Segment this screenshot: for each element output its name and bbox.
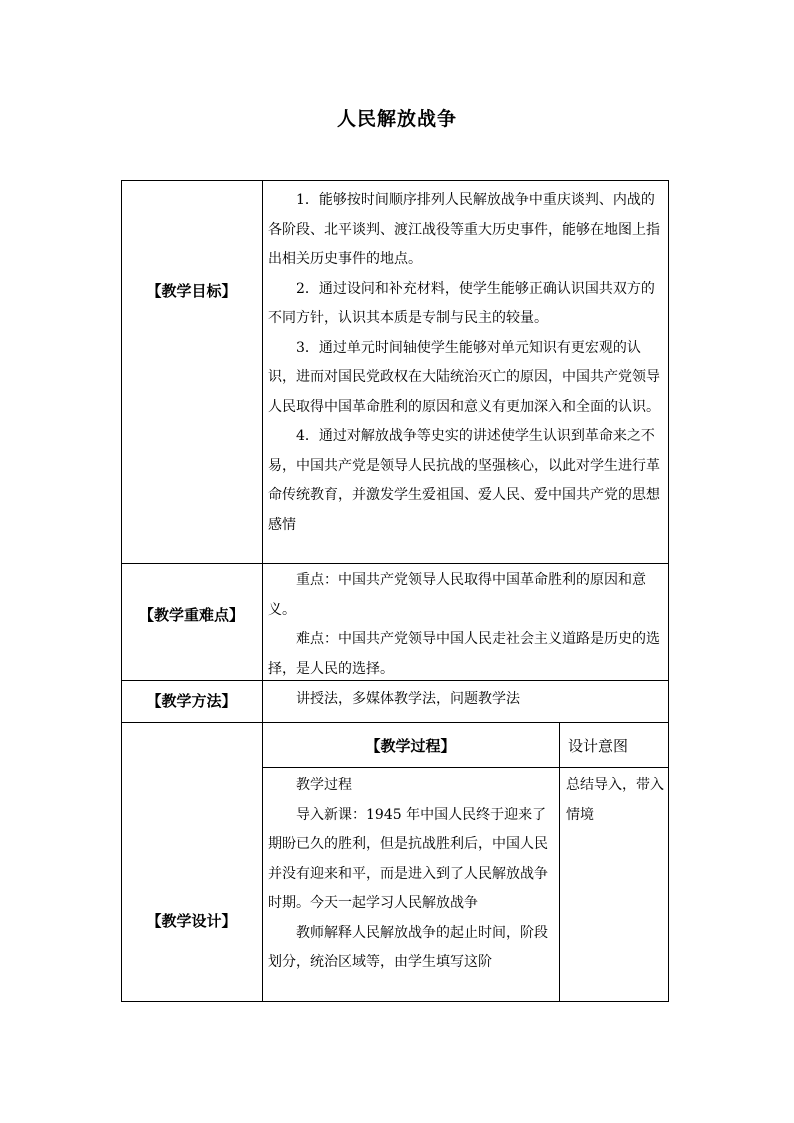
objective-item: 1．能够按时间顺序排列人民解放战争中重庆谈判、内战的各阶段、北平谈判、渡江战役等重大历史事件，能够在地图上指出相关历史事件的地点。 bbox=[268, 192, 660, 267]
column-divider bbox=[262, 180, 263, 1002]
table-border-left bbox=[121, 180, 122, 1002]
objective-item: 4．通过对解放战争等史实的讲述使学生认识到革命来之不易，中国共产党是领导人民抗战的坚强核心，以此对学生进行革命传统教育，并激发学生爱祖国、爱人民、爱中国共产党的思想感情 bbox=[268, 428, 660, 533]
objective-item: 3．通过单元时间轴使学生能够对单元知识有更宏观的认识，进而对国民党政权在大陆统治灭亡的原因，中国共产党领导人民取得中国革命胜利的原因和意义有更加深入和全面的认识。 bbox=[268, 339, 660, 415]
key-points-content bbox=[268, 566, 664, 684]
methods-label: 【教学方法】 bbox=[146, 692, 237, 710]
objectives-content bbox=[268, 186, 664, 540]
column-divider bbox=[559, 722, 560, 1002]
lesson-plan-table bbox=[121, 180, 669, 1002]
objectives-label: 【教学目标】 bbox=[146, 282, 237, 300]
table-border-bottom bbox=[121, 1001, 669, 1002]
row-divider bbox=[121, 563, 669, 564]
intent-content bbox=[566, 771, 664, 830]
methods-content bbox=[268, 685, 664, 715]
key-points-label: 【教学重难点】 bbox=[138, 606, 244, 624]
row-divider bbox=[121, 722, 669, 723]
process-header: 【教学过程】 bbox=[365, 737, 456, 755]
subheader-divider bbox=[262, 767, 669, 768]
objective-item: 2．通过设问和补充材料，使学生能够正确认识国共双方的不同方针，认识其本质是专制与民主的较量。 bbox=[268, 280, 655, 326]
intent-text: 总结导入，带入情境 bbox=[566, 777, 664, 823]
design-label: 【教学设计】 bbox=[146, 912, 237, 930]
page-title: 人民解放战争 bbox=[336, 108, 457, 130]
key-point-item: 难点：中国共产党领导中国人民走社会主义道路是历史的选择，是人民的选择。 bbox=[268, 631, 660, 677]
key-point-item: 重点：中国共产党领导人民取得中国革命胜利的原因和意义。 bbox=[268, 572, 646, 618]
methods-text: 讲授法，多媒体教学法，问题教学法 bbox=[296, 691, 520, 707]
process-item: 教师解释人民解放战争的起止时间，阶段划分，统治区域等，由学生填写这阶 bbox=[268, 924, 548, 970]
process-content bbox=[268, 771, 554, 997]
table-border-top bbox=[121, 180, 669, 181]
process-item: 导入新课：1945 年中国人民终于迎来了期盼已久的胜利，但是抗战胜利后，中国人民并没有迎来和平，而是进入到了人民解放战争时期。今天一起学习人民解放战争 bbox=[268, 806, 548, 911]
table-border-right bbox=[668, 180, 669, 1002]
intent-header: 设计意图 bbox=[568, 737, 629, 755]
process-item: 教学过程 bbox=[296, 777, 352, 793]
